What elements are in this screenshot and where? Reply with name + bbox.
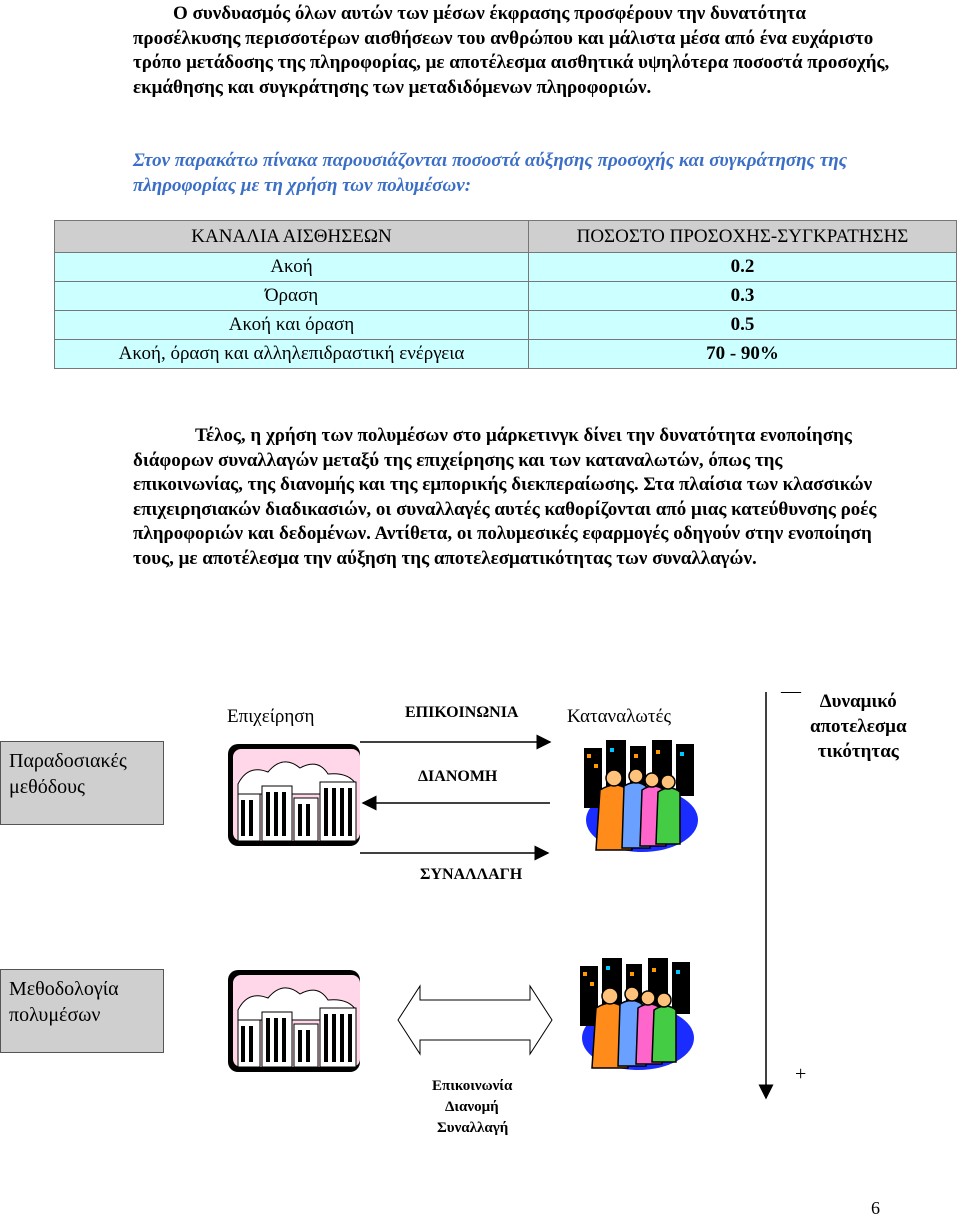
cell-channel: Όραση [55, 282, 529, 311]
plus-sign: + [795, 1063, 807, 1085]
cell-channel: Ακοή και όραση [55, 311, 529, 340]
combined-line-1: Επικοινωνία [432, 1078, 513, 1094]
dynamic-line-3: τικότητας [817, 741, 899, 762]
cell-value: 0.2 [529, 253, 957, 282]
distribution-label: ΔΙΑΝΟΜΗ [418, 768, 498, 785]
dynamic-line-2: αποτελεσμα [810, 716, 907, 737]
combined-line-2: Διανομή [445, 1099, 499, 1115]
cell-channel: Ακοή [55, 253, 529, 282]
cell-channel: Ακοή, όραση και αλληλεπιδραστική ενέργεια [55, 340, 529, 369]
communication-label: ΕΠΙΚΟΙΝΩΝΙΑ [405, 704, 519, 721]
consumers-group-icon [582, 740, 697, 852]
cell-value: 0.5 [529, 311, 957, 340]
transaction-label: ΣΥΝΑΛΛΑΓΗ [420, 866, 523, 883]
page-number: 6 [871, 1198, 880, 1218]
paragraph-intro: Ο συνδυασμός όλων αυτών των μέσων έκφρασης προσφέρουν την δυνατότητα προσέλκυσης περισσοτέρων αισθήσεων του ανθρώπου και μάλιστα μέσα από ένα ευχάριστο τρόπο μετάδοσης της πληροφορίας, με αποτέλεσμα αισθητικά υψηλότερα ποσοστά προσοχής, εκμάθησης και συγκράτησης των μεταδιδόμενων πληροφοριών. [133, 3, 890, 98]
bidirectional-arrow [398, 986, 552, 1054]
combined-line-3: Συναλλαγή [437, 1120, 509, 1136]
table-intro: Στον παρακάτω πίνακα παρουσιάζονται ποσοστά αύξησης προσοχής και συγκράτησης της πληροφορίας με τη χρήση των πολυμέσων: [133, 150, 848, 196]
minus-sign: — [781, 680, 801, 702]
traditional-methods-box: Παραδοσιακές μεθόδους [0, 741, 164, 825]
company-buildings-icon [228, 970, 360, 1072]
multimedia-methodology-box: Μεθοδολογία πολυμέσων [0, 969, 164, 1053]
business-label: Επιχείρηση [227, 706, 315, 727]
cell-value: 70 - 90% [529, 340, 957, 369]
consumers-label: Καταναλωτές [567, 706, 671, 727]
cell-value: 0.3 [529, 282, 957, 311]
paragraph-conclusion: Τέλος, η χρήση των πολυμέσων στο μάρκετινγκ δίνει την δυνατότητα ενοποίησης διάφορων συναλλαγών μεταξύ της επιχείρησης και των καταναλωτών, όπως της επικοινωνίας, της διανομής και της εμπορικής διεκπεραίωσης. Στα πλαίσια των κλασσικών επιχειρησιακών διαδικασιών, οι συναλλαγές αυτές καθορίζονται από μιας κατεύθυνσης ροές πληροφοριών και δεδομένων. Αντίθετα, οι πολυμεσικές εφαρμογές οδηγούν στην ενοποίηση τους, με αποτέλεσμα την αύξηση της αποτελεσματικότητας των συναλλαγών. [133, 425, 877, 569]
header-channels: ΚΑΝΑΛΙΑ ΑΙΣΘΗΣΕΩΝ [55, 221, 529, 253]
header-percentage: ΠΟΣΟΣΤΟ ΠΡΟΣΟΧΗΣ-ΣΥΓΚΡΑΤΗΣΗΣ [529, 221, 957, 253]
company-buildings-icon [228, 744, 360, 846]
dynamic-line-1: Δυναμικό [819, 691, 897, 712]
consumers-group-icon [578, 958, 693, 1070]
